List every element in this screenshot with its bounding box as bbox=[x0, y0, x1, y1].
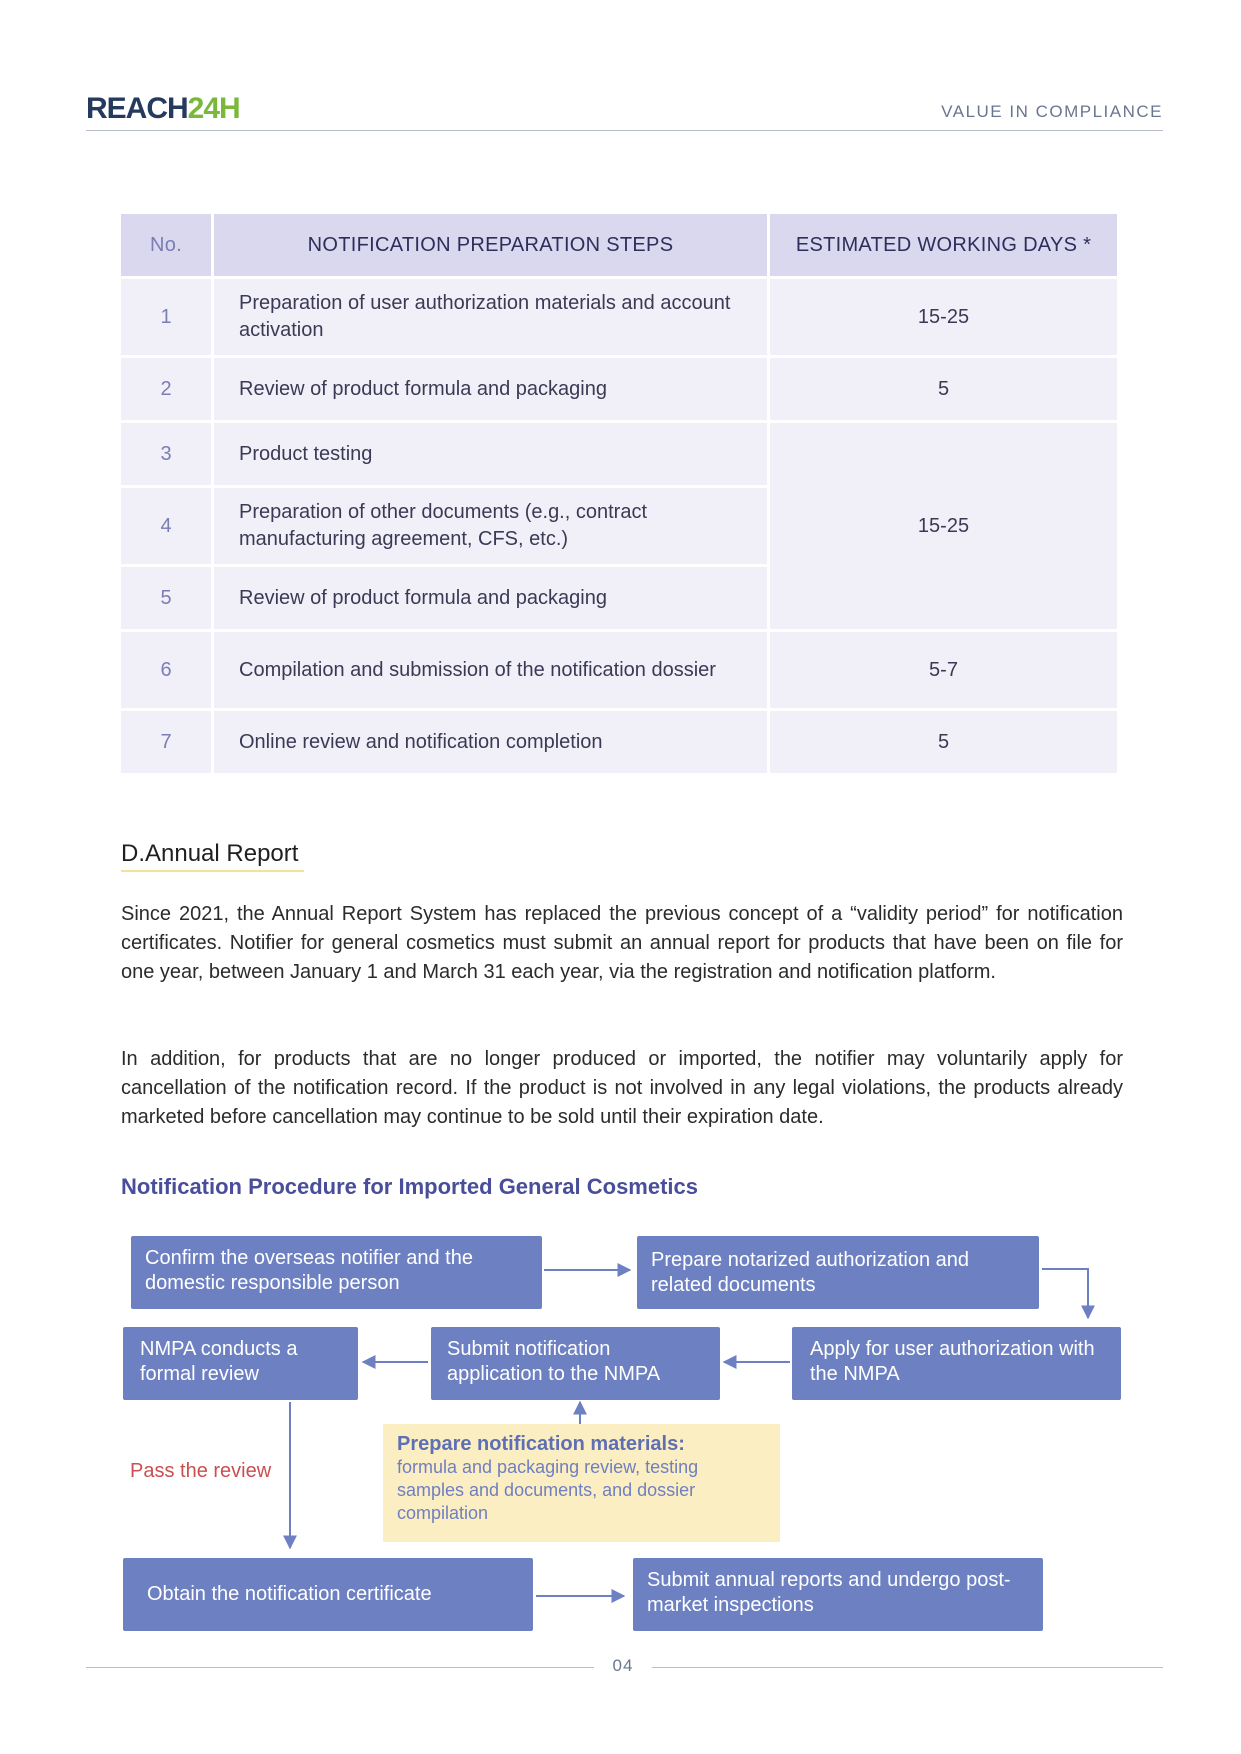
paragraph-cancellation: In addition, for products that are no longer produced or imported, the notifier may voluntarily apply for cancellation of the notification record. If the product is not involved in any legal violations, the products already marketed before cancellation may continue to be sold until their expiration date. bbox=[121, 1048, 1123, 1128]
row-step: Preparation of user authorization materials and account activation bbox=[214, 279, 767, 355]
row-step: Review of product formula and packaging bbox=[214, 358, 767, 420]
row-number: 6 bbox=[121, 632, 211, 708]
row-number: 2 bbox=[121, 358, 211, 420]
row-days: 15-25 bbox=[770, 279, 1117, 355]
row-days: 5-7 bbox=[770, 632, 1117, 708]
row-step: Preparation of other documents (e.g., contract manufacturing agreement, CFS, etc.) bbox=[214, 488, 767, 564]
logo-text-reach: REACH bbox=[86, 92, 188, 125]
row-step: Product testing bbox=[214, 423, 767, 485]
row-days: 5 bbox=[770, 358, 1117, 420]
step-prepare-authorization: Prepare notarized authorization and related documents bbox=[637, 1236, 1039, 1309]
footer-divider-left bbox=[86, 1667, 594, 1668]
header-tagline: VALUE IN COMPLIANCE bbox=[941, 102, 1163, 121]
arrow-prepare-to-apply bbox=[1042, 1269, 1088, 1318]
footer-divider-right bbox=[652, 1667, 1163, 1668]
column-header-steps: NOTIFICATION PREPARATION STEPS bbox=[214, 214, 767, 276]
row-number: 1 bbox=[121, 279, 211, 355]
column-header-no: No. bbox=[121, 214, 211, 276]
step-apply-user-authorization: Apply for user authorization with the NMPA bbox=[792, 1327, 1121, 1400]
step-confirm-notifier: Confirm the overseas notifier and the domestic responsible person bbox=[131, 1236, 542, 1309]
row-number: 4 bbox=[121, 488, 211, 564]
note-heading: Prepare notification materials: bbox=[397, 1433, 685, 1455]
step-obtain-certificate: Obtain the notification certificate bbox=[123, 1558, 533, 1631]
flowchart-title: Notification Procedure for Imported General Cosmetics bbox=[121, 1174, 699, 1199]
paragraph-annual-report: Since 2021, the Annual Report System has replaced the previous concept of a “validity period” for notification certificates. Notifier for general cosmetics must submit an annual report for products that have been on file for one year, between January 1 and March 31 each year, via the registration and notification platform. bbox=[121, 903, 1123, 983]
row-step: Online review and notification completion bbox=[214, 711, 767, 773]
row-step: Review of product formula and packaging bbox=[214, 567, 767, 629]
column-header-days: ESTIMATED WORKING DAYS * bbox=[770, 214, 1117, 276]
note-body: formula and packaging review, testing samples and documents, and dossier compilation bbox=[397, 1457, 699, 1523]
row-number: 3 bbox=[121, 423, 211, 485]
page-number: 04 bbox=[612, 1656, 634, 1675]
row-step: Compilation and submission of the notification dossier bbox=[214, 632, 767, 708]
row-number: 5 bbox=[121, 567, 211, 629]
logo-text-24h: 24H bbox=[187, 92, 240, 125]
note-prepare-materials bbox=[383, 1424, 780, 1542]
section-title: D.Annual Report bbox=[121, 840, 304, 872]
step-nmpa-review: NMPA conducts a formal review bbox=[123, 1327, 358, 1400]
row-number: 7 bbox=[121, 711, 211, 773]
step-annual-reports: Submit annual reports and undergo post-market inspections bbox=[633, 1558, 1043, 1631]
pass-review-label: Pass the review bbox=[130, 1460, 272, 1482]
step-submit-application: Submit notification application to the NMPA bbox=[431, 1327, 720, 1400]
row-days: 5 bbox=[770, 711, 1117, 773]
row-days-merged: 15-25 bbox=[770, 423, 1117, 629]
